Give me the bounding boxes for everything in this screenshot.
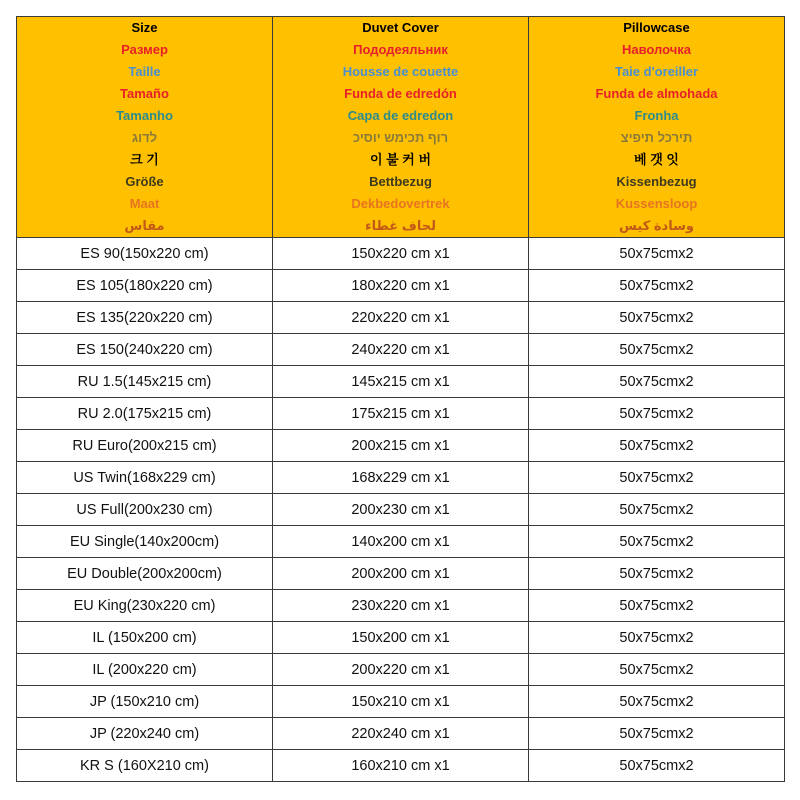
table-row xyxy=(17,718,785,750)
header-pillowcase-label: Taie d'oreiller xyxy=(614,64,699,79)
header-size xyxy=(17,17,273,238)
cell-size: IL (150x200 cm) xyxy=(17,622,273,654)
header-size-label: Maat xyxy=(129,196,160,211)
table-row xyxy=(17,302,785,334)
table-row xyxy=(17,558,785,590)
table-row xyxy=(17,750,785,782)
header-duvet-label: רוף תכימש יוסיכ xyxy=(352,130,449,145)
cell-pillowcase: 50x75cmx2 xyxy=(529,238,785,270)
cell-duvet-cover: 230x220 cm x1 xyxy=(273,590,529,622)
cell-pillowcase: 50x75cmx2 xyxy=(529,302,785,334)
cell-pillowcase: 50x75cmx2 xyxy=(529,750,785,782)
cell-size: ES 105(180x220 cm) xyxy=(17,270,273,302)
header-pillowcase-label: وسادة كيس xyxy=(619,218,694,233)
cell-pillowcase: 50x75cmx2 xyxy=(529,270,785,302)
table-row xyxy=(17,398,785,430)
cell-duvet-cover: 200x220 cm x1 xyxy=(273,654,529,686)
cell-pillowcase: 50x75cmx2 xyxy=(529,686,785,718)
cell-size: KR S (160X210 cm) xyxy=(17,750,273,782)
cell-pillowcase: 50x75cmx2 xyxy=(529,334,785,366)
header-size-label: לדוג xyxy=(131,130,158,145)
cell-size: JP (150x210 cm) xyxy=(17,686,273,718)
cell-duvet-cover: 140x200 cm x1 xyxy=(273,526,529,558)
cell-pillowcase: 50x75cmx2 xyxy=(529,366,785,398)
cell-duvet-cover: 200x215 cm x1 xyxy=(273,430,529,462)
cell-size: US Twin(168x229 cm) xyxy=(17,462,273,494)
header-size-label: 크 기 xyxy=(130,152,159,167)
cell-size: RU 1.5(145x215 cm) xyxy=(17,366,273,398)
cell-size: JP (220x240 cm) xyxy=(17,718,273,750)
cell-size: EU Single(140x200cm) xyxy=(17,526,273,558)
cell-size: EU King(230x220 cm) xyxy=(17,590,273,622)
cell-pillowcase: 50x75cmx2 xyxy=(529,430,785,462)
cell-pillowcase: 50x75cmx2 xyxy=(529,398,785,430)
header-duvet-label: Bettbezug xyxy=(369,174,432,189)
cell-duvet-cover: 150x200 cm x1 xyxy=(273,622,529,654)
table-row xyxy=(17,366,785,398)
cell-duvet-cover: 145x215 cm x1 xyxy=(273,366,529,398)
cell-size: ES 90(150x220 cm) xyxy=(17,238,273,270)
header-size-label: Размер xyxy=(121,42,168,57)
header-size-label: Tamanho xyxy=(116,108,173,123)
header-size-label: Size xyxy=(131,20,158,35)
cell-pillowcase: 50x75cmx2 xyxy=(529,590,785,622)
cell-pillowcase: 50x75cmx2 xyxy=(529,654,785,686)
table-row xyxy=(17,526,785,558)
table-row xyxy=(17,654,785,686)
cell-duvet-cover: 175x215 cm x1 xyxy=(273,398,529,430)
table-row xyxy=(17,430,785,462)
cell-size: ES 135(220x220 cm) xyxy=(17,302,273,334)
header-duvet-label: Dekbedovertrek xyxy=(351,196,450,211)
header-duvet-label: لحاف غطاء xyxy=(365,218,436,233)
cell-size: RU 2.0(175x215 cm) xyxy=(17,398,273,430)
cell-duvet-cover: 200x230 cm x1 xyxy=(273,494,529,526)
header-pillowcase-label: 베 갯 잇 xyxy=(634,152,679,167)
cell-pillowcase: 50x75cmx2 xyxy=(529,622,785,654)
cell-duvet-cover: 220x220 cm x1 xyxy=(273,302,529,334)
cell-pillowcase: 50x75cmx2 xyxy=(529,558,785,590)
header-size-label: مقاس xyxy=(124,218,165,233)
header-pillowcase-label: Fronha xyxy=(634,108,679,123)
table-row xyxy=(17,334,785,366)
cell-pillowcase: 50x75cmx2 xyxy=(529,494,785,526)
header-pillowcase-label: Pillowcase xyxy=(623,20,690,35)
cell-duvet-cover: 240x220 cm x1 xyxy=(273,334,529,366)
header-duvet-cover xyxy=(273,17,529,238)
table-row xyxy=(17,270,785,302)
size-chart-table xyxy=(16,16,785,782)
table-row xyxy=(17,622,785,654)
cell-size: ES 150(240x220 cm) xyxy=(17,334,273,366)
header-pillowcase-label: תירכל תיפיצ xyxy=(620,130,693,145)
table-row xyxy=(17,590,785,622)
cell-pillowcase: 50x75cmx2 xyxy=(529,526,785,558)
cell-size: US Full(200x230 cm) xyxy=(17,494,273,526)
header-duvet-label: Housse de couette xyxy=(342,64,459,79)
header-pillowcase xyxy=(529,17,785,238)
header-duvet-label: Duvet Cover xyxy=(362,20,439,35)
header-duvet-label: Capa de edredon xyxy=(347,108,454,123)
table-row xyxy=(17,494,785,526)
header-duvet-label: 이 불 커 버 xyxy=(369,152,432,167)
cell-pillowcase: 50x75cmx2 xyxy=(529,462,785,494)
cell-duvet-cover: 168x229 cm x1 xyxy=(273,462,529,494)
cell-duvet-cover: 200x200 cm x1 xyxy=(273,558,529,590)
header-pillowcase-label: Наволочка xyxy=(621,42,692,57)
header-size-label: Taille xyxy=(128,64,161,79)
table-row xyxy=(17,462,785,494)
header-size-label: Tamaño xyxy=(120,86,169,101)
header-pillowcase-label: Kissenbezug xyxy=(616,174,697,189)
cell-duvet-cover: 150x220 cm x1 xyxy=(273,238,529,270)
cell-pillowcase: 50x75cmx2 xyxy=(529,718,785,750)
cell-size: EU Double(200x200cm) xyxy=(17,558,273,590)
cell-duvet-cover: 160x210 cm x1 xyxy=(273,750,529,782)
table-row xyxy=(17,238,785,270)
header-pillowcase-label: Funda de almohada xyxy=(595,86,718,101)
header-size-label: Größe xyxy=(125,174,164,189)
table-body xyxy=(17,238,785,782)
table-row xyxy=(17,686,785,718)
header-row xyxy=(17,17,785,238)
header-duvet-label: Пододеяльник xyxy=(353,42,448,57)
header-pillowcase-label: Kussensloop xyxy=(615,196,698,211)
cell-duvet-cover: 150x210 cm x1 xyxy=(273,686,529,718)
header-duvet-label: Funda de edredón xyxy=(344,86,457,101)
cell-duvet-cover: 180x220 cm x1 xyxy=(273,270,529,302)
cell-size: IL (200x220 cm) xyxy=(17,654,273,686)
cell-duvet-cover: 220x240 cm x1 xyxy=(273,718,529,750)
cell-size: RU Euro(200x215 cm) xyxy=(17,430,273,462)
